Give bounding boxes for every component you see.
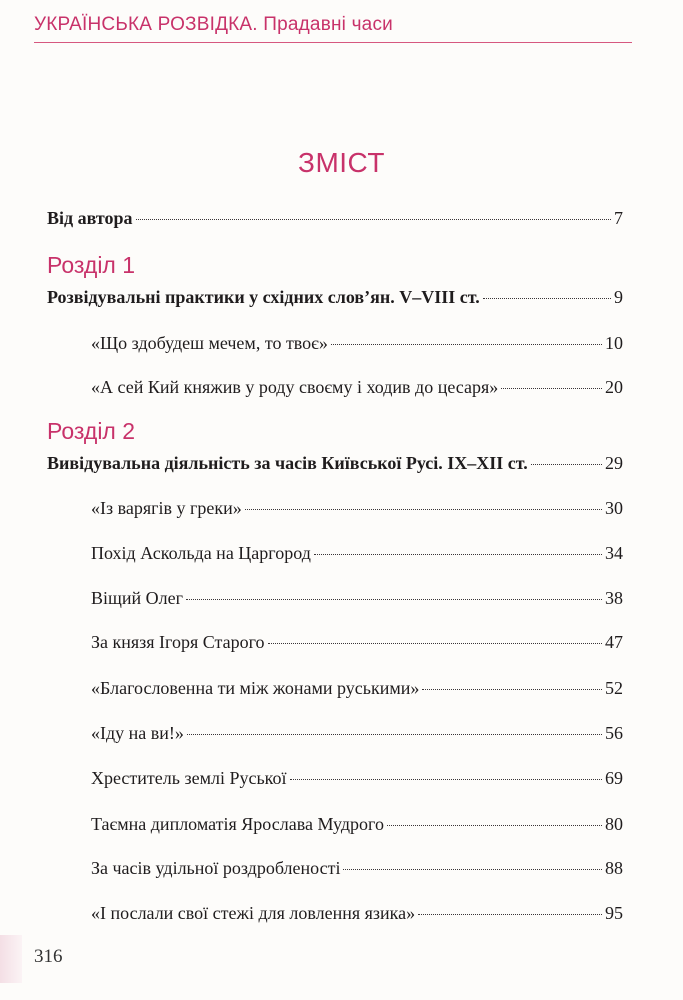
toc-entry-text: Таємна дипломатія Ярослава Мудрого	[91, 814, 384, 834]
toc-entry-page: 29	[605, 453, 623, 473]
toc-entry-text: Розвідувальні практики у східних слов’ян. V–VIII ст.	[47, 287, 480, 307]
dot-leader	[314, 553, 602, 555]
toc-entry[interactable]	[91, 813, 623, 835]
toc-entry[interactable]	[91, 902, 623, 924]
toc-entry-page: 47	[605, 632, 623, 652]
toc-entry-text: Похід Аскольда на Царгород	[91, 543, 311, 563]
toc-entry[interactable]	[91, 631, 623, 653]
dot-leader	[501, 387, 602, 389]
toc-entry-page: 88	[605, 858, 623, 878]
dot-leader	[483, 297, 611, 299]
section-heading-1: Розділ 1	[47, 252, 136, 278]
toc-entry-text: За часів удільної роздробленості	[91, 858, 341, 878]
dot-leader	[422, 688, 602, 690]
toc-entry[interactable]	[91, 857, 623, 879]
toc-entry-page: 20	[605, 377, 623, 397]
toc-entry-page: 30	[605, 498, 623, 518]
toc-entry-text: «А сей Кий княжив у роду своєму і ходив до цесаря»	[91, 377, 499, 397]
toc-entry-page: 95	[605, 903, 623, 923]
toc-entry-text: «Що здобудеш мечем, то твоє»	[91, 333, 328, 353]
running-head: УКРАЇНСЬКА РОЗВІДКА. Прадавні часи	[34, 14, 393, 35]
toc-entry[interactable]	[91, 767, 623, 789]
page-number: 316	[34, 946, 63, 967]
toc-entry-text: Вивідувальна діяльність за часів Київської Русі. IX–XII ст.	[47, 453, 528, 473]
header-rule	[34, 42, 632, 43]
dot-leader	[418, 913, 602, 915]
dot-leader	[136, 218, 612, 220]
toc-entry-page: 34	[605, 543, 623, 563]
toc-entry-text: За князя Ігоря Старого	[91, 632, 265, 652]
toc-entry[interactable]	[91, 587, 623, 609]
toc-entry-text: «Іду на ви!»	[91, 723, 184, 743]
dot-leader	[331, 343, 602, 345]
dot-leader	[531, 463, 602, 465]
dot-leader	[187, 733, 602, 735]
toc-entry-page: 10	[605, 333, 623, 353]
dot-leader	[387, 824, 602, 826]
dot-leader	[343, 868, 602, 870]
toc-entry-page: 80	[605, 814, 623, 834]
toc-title: ЗМІСТ	[298, 147, 385, 178]
toc-entry[interactable]	[91, 722, 623, 744]
toc-entry-page: 52	[605, 678, 623, 698]
page-edge-tab	[0, 935, 22, 983]
toc-entry[interactable]	[91, 542, 623, 564]
dot-leader	[290, 778, 603, 780]
toc-entry[interactable]	[91, 497, 623, 519]
dot-leader	[245, 508, 602, 510]
toc-entry-preface[interactable]	[47, 207, 623, 229]
toc-entry-text: Від автора	[47, 208, 133, 228]
dot-leader	[186, 598, 602, 600]
toc-entry-page: 69	[605, 768, 623, 788]
toc-entry-text: «Благословенна ти між жонами руськими»	[91, 678, 420, 698]
toc-entry-text: «І послали свої стежі для ловлення язика»	[91, 903, 416, 923]
toc-entry[interactable]	[91, 677, 623, 699]
dot-leader	[268, 642, 602, 644]
toc-entry[interactable]	[91, 376, 623, 398]
toc-entry-text: «Із варягів у греки»	[91, 498, 242, 518]
toc-entry-text: Віщий Олег	[91, 588, 183, 608]
toc-chapter-1[interactable]	[47, 286, 623, 308]
toc-entry-text: Хреститель землі Руської	[91, 768, 287, 788]
toc-entry-page: 56	[605, 723, 623, 743]
toc-entry-page: 38	[605, 588, 623, 608]
toc-entry-page: 9	[614, 287, 623, 307]
toc-chapter-2[interactable]	[47, 452, 623, 474]
toc-entry[interactable]	[91, 332, 623, 354]
toc-entry-page: 7	[614, 208, 623, 228]
section-heading-2: Розділ 2	[47, 418, 136, 444]
